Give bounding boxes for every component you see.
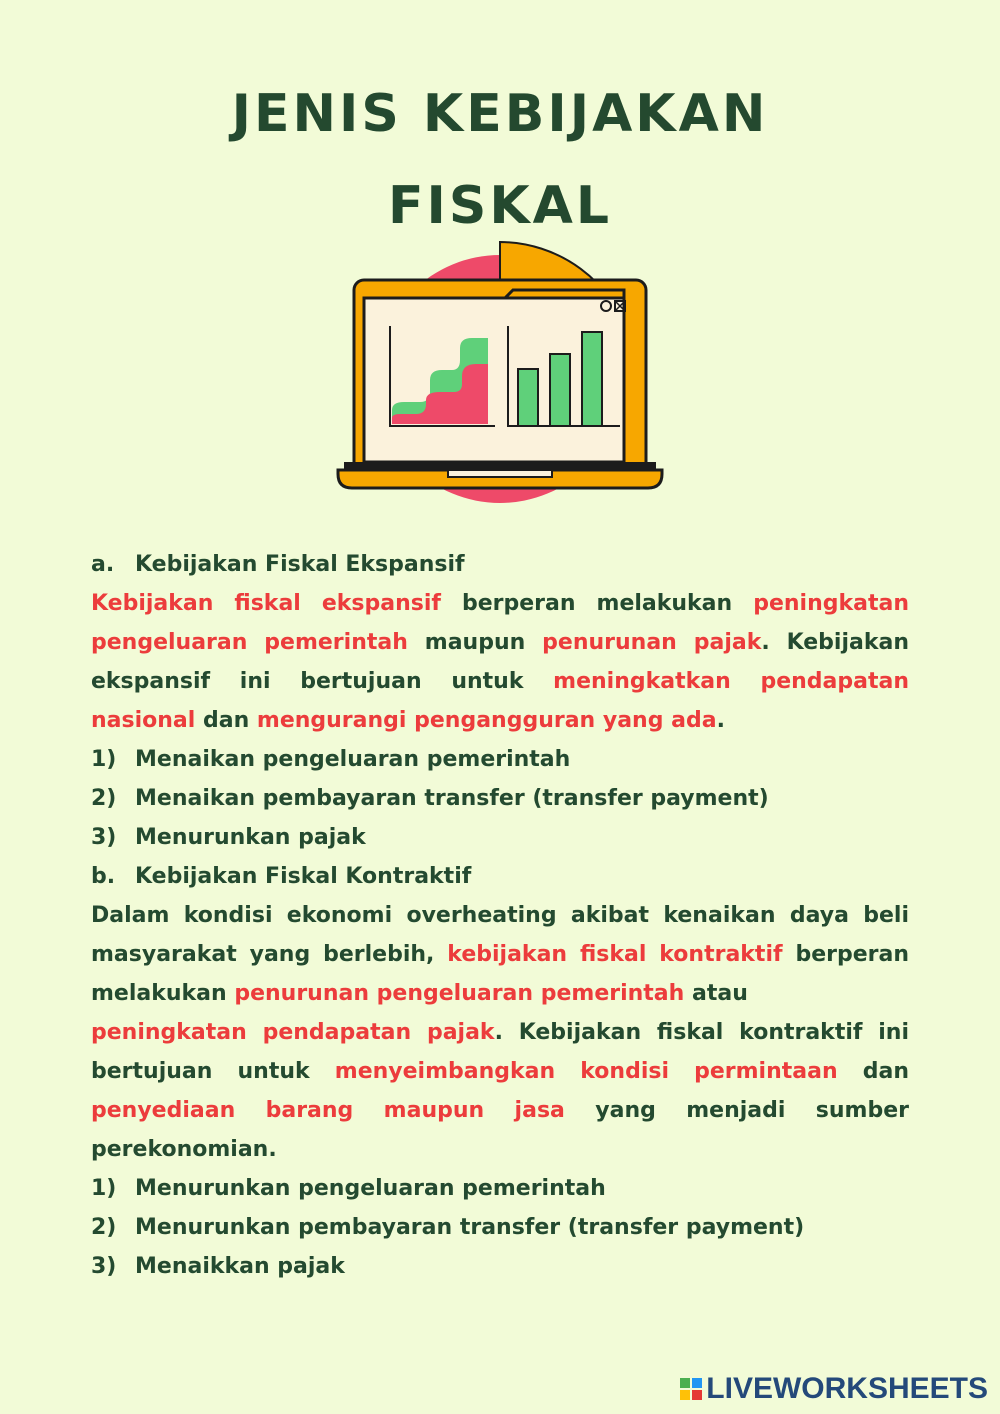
- logo-square: [692, 1390, 702, 1400]
- list-item-marker: 2): [91, 786, 117, 811]
- liveworksheets-logo-icon: [680, 1378, 702, 1400]
- list-item: [91, 1247, 909, 1286]
- highlight-text: penurunan pajak: [542, 630, 762, 655]
- highlight-text: peningkatan pendapatan pajak: [91, 1020, 495, 1045]
- highlight-text: Kebijakan fiskal ekspansif: [91, 591, 441, 616]
- list-item-text: Menaikan pengeluaran pemerintah: [135, 747, 571, 772]
- highlight-text: penyediaan barang maupun jasa: [91, 1098, 565, 1123]
- body-text: . Kebijakan fiskal kontraktif ini bertujuan untuk: [91, 1020, 909, 1084]
- page-title: [0, 68, 1000, 252]
- section-a-marker: a.: [91, 552, 115, 577]
- title-line-1: JENIS KEBIJAKAN: [231, 84, 769, 144]
- logo-square: [680, 1378, 690, 1388]
- body-text: . Kebijakan ekspansif ini bertujuan untuk: [91, 630, 910, 694]
- list-item: [91, 740, 909, 779]
- body-text: berperan melakukan: [440, 591, 754, 616]
- body-text: dan: [837, 1059, 909, 1084]
- highlight-text: peningkatan pengeluaran pemerintah: [91, 591, 909, 655]
- list-item-text: Menaikan pembayaran transfer (transfer payment): [135, 786, 769, 811]
- list-item-marker: 1): [91, 1176, 117, 1201]
- brand-text: LIVEWORKSHEETS: [706, 1372, 988, 1405]
- highlight-text: meningkatkan pendapatan nasional: [91, 669, 909, 733]
- list-item-marker: 2): [91, 1215, 117, 1240]
- section-a-list: [91, 740, 909, 857]
- list-item-marker: 3): [91, 825, 117, 850]
- body-text: Dalam kondisi ekonomi overheating akibat kenaikan daya beli masyarakat yang berlebih,: [91, 903, 909, 967]
- highlight-text: mengurangi pengangguran yang ada: [256, 708, 717, 733]
- body-text: .: [716, 708, 725, 733]
- list-item: [91, 1169, 909, 1208]
- section-a-heading: [91, 545, 909, 584]
- list-item-text: Menurunkan pengeluaran pemerintah: [135, 1176, 606, 1201]
- list-item-text: Menurunkan pajak: [135, 825, 366, 850]
- section-b-list: [91, 1169, 909, 1286]
- section-b-heading: [91, 857, 909, 896]
- laptop-chart-icon: [330, 238, 670, 510]
- body-text: dan: [195, 708, 257, 733]
- body-text: berperan melakukan: [91, 942, 909, 1006]
- highlight-text: kebijakan fiskal kontraktif: [447, 942, 783, 967]
- logo-square: [680, 1390, 690, 1400]
- list-item: [91, 818, 909, 857]
- list-item-text: Menurunkan pembayaran transfer (transfer payment): [135, 1215, 805, 1240]
- section-b-heading-text: Kebijakan Fiskal Kontraktif: [135, 864, 472, 889]
- list-item-marker: 1): [91, 747, 117, 772]
- section-a-paragraph: [91, 584, 909, 740]
- content: [91, 545, 909, 1286]
- highlight-text: penurunan pengeluaran pemerintah: [234, 981, 685, 1006]
- title-line-2: FISKAL: [388, 176, 612, 236]
- list-item-text: Menaikkan pajak: [135, 1254, 345, 1279]
- list-item-marker: 3): [91, 1254, 117, 1279]
- body-text: atau: [684, 981, 748, 1006]
- body-text: maupun: [407, 630, 543, 655]
- body-text: yang menjadi sumber perekonomian.: [91, 1098, 909, 1162]
- highlight-text: menyeimbangkan kondisi permintaan: [334, 1059, 838, 1084]
- list-item: [91, 779, 909, 818]
- section-b-paragraph-1: [91, 896, 909, 1013]
- list-item: [91, 1208, 909, 1247]
- section-b-paragraph-2: [91, 1013, 909, 1169]
- liveworksheets-brand: [680, 1372, 988, 1406]
- logo-square: [692, 1378, 702, 1388]
- section-b-marker: b.: [91, 864, 116, 889]
- section-a-heading-text: Kebijakan Fiskal Ekspansif: [135, 552, 465, 577]
